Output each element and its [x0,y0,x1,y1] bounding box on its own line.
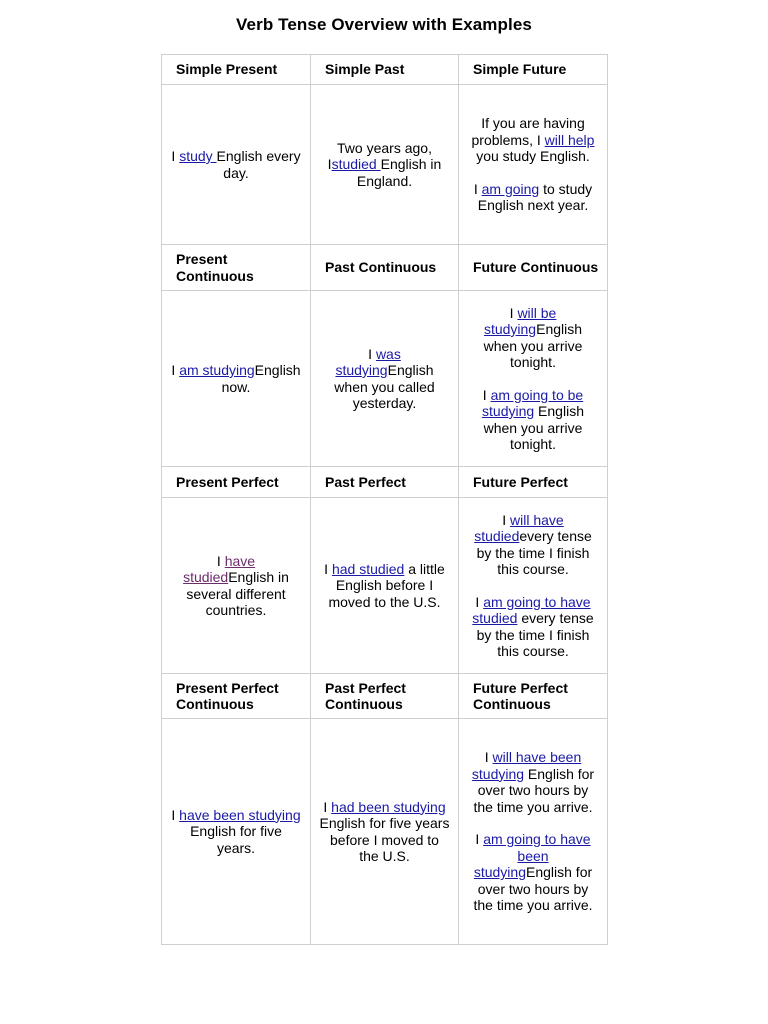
header-simple-future: Simple Future [459,55,608,85]
verb-link[interactable]: am going to have been studying [473,831,591,881]
example-text: I [171,806,180,823]
header-past-continuous: Past Continuous [311,245,459,291]
example-future-perfect-continuous [459,719,608,945]
example-present-perfect [162,498,311,674]
verb-link[interactable]: am going to be studying [482,386,584,419]
header-row [162,55,608,85]
example-text: I [509,304,518,321]
example-row [162,498,608,674]
example-past-perfect-continuous [311,719,459,945]
example-text: every tense by the time I finish this course. [476,528,592,577]
header-row [162,467,608,498]
verb-link[interactable]: will have studied [474,511,564,544]
example-text: English when you arrive tonight. [483,403,584,452]
verb-link[interactable]: had been studying [331,798,446,815]
example-text: English in several different countries. [186,569,289,618]
example-text: I [502,511,511,528]
example-paragraph [467,305,599,371]
verb-link[interactable]: studied [331,156,381,173]
example-text: Two years ago, I [327,139,432,173]
example-paragraph [467,749,599,815]
example-text: English every day. [216,148,301,181]
example-text: a little English before I moved to the U.S. [328,560,445,610]
header-past-perfect: Past Perfect [311,467,459,498]
header-simple-past: Simple Past [311,55,459,85]
example-paragraph [467,594,599,660]
header-present-continuous: Present Continuous [162,245,311,291]
header-present-perfect: Present Perfect [162,467,311,498]
example-text: I [484,749,493,766]
example-text: English for over two hours by the time you arrive. [473,765,595,815]
example-text: I [482,386,491,403]
example-text: I [171,148,180,164]
example-text: English for five years. [190,823,282,856]
example-text: I [473,180,482,197]
verb-link[interactable]: have studied [183,552,256,585]
example-text: I [171,362,180,378]
header-past-perfect-continuous: Past Perfect Continuous [311,674,459,719]
example-future-perfect [459,498,608,674]
header-present-perfect-continuous: Present Perfect Continuous [162,674,311,719]
example-text: I [324,560,332,577]
example-simple-present [162,85,311,245]
example-future-continuous [459,291,608,467]
verb-link[interactable]: have been studying [179,806,301,823]
example-paragraph [467,512,599,578]
page-title: Verb Tense Overview with Examples [236,15,532,34]
example-row [162,719,608,945]
example-text: English now. [221,362,301,395]
header-future-continuous: Future Continuous [459,245,608,291]
example-text: English for five years before I moved to the U.S. [319,815,450,864]
verb-link[interactable]: had studied [331,560,405,577]
example-paragraph [467,387,599,453]
example-text: English in England. [356,156,442,189]
example-text: English when you called yesterday. [334,362,435,411]
example-row [162,85,608,245]
example-text: I [475,593,484,610]
example-text: you study English. [476,148,590,165]
example-paragraph [467,831,599,914]
example-text: every tense by the time I finish this course. [476,610,594,659]
example-paragraph [467,181,599,214]
example-present-perfect-continuous [162,719,311,945]
example-row [162,291,608,467]
header-future-perfect: Future Perfect [459,467,608,498]
example-simple-future [459,85,608,245]
example-text: English when you arrive tonight. [483,321,583,370]
verb-link[interactable]: will help [544,131,595,148]
verb-link[interactable]: will have been studying [471,749,582,782]
example-past-perfect [311,498,459,674]
example-paragraph [467,115,599,165]
verb-link[interactable]: am going [481,180,540,197]
example-text: I [323,798,332,815]
example-text: I [368,345,376,362]
example-present-continuous [162,291,311,467]
header-simple-present: Simple Present [162,55,311,85]
verb-link[interactable]: am going to have studied [472,593,591,626]
header-row [162,674,608,719]
verb-link[interactable]: will be studying [483,304,557,337]
example-past-continuous [311,291,459,467]
example-text: English for over two hours by the time you arrive. [473,864,593,914]
example-text: I [475,831,484,848]
verb-link[interactable]: was studying [335,345,401,378]
example-text: to study English next year. [477,180,593,214]
header-future-perfect-continuous: Future Perfect Continuous [459,674,608,719]
example-simple-past [311,85,459,245]
verb-link[interactable]: am studying [179,362,255,378]
header-row [162,245,608,291]
verb-link[interactable]: study [179,148,217,164]
example-text: I [216,552,225,569]
example-text: If you are having problems, I [471,115,585,148]
verb-tense-table [161,54,608,945]
